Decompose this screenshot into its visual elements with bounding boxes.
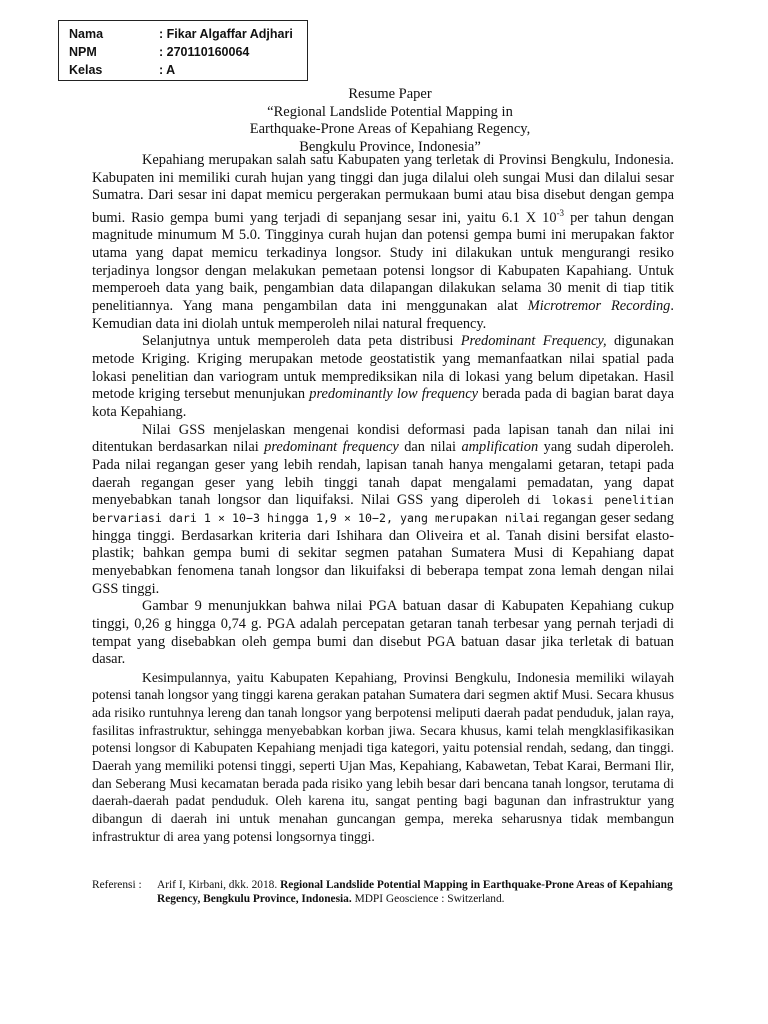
p2-em-1: Predominant Frequency, <box>460 333 607 350</box>
p1-text-c: . Kemudian data ini diolah untuk memperoleh nilai natural frequency. <box>92 298 674 332</box>
reference-label: Referensi : <box>92 879 142 891</box>
npm-label: NPM <box>69 45 97 59</box>
paragraph-1 <box>92 152 674 333</box>
title-line-1: Resume Paper <box>348 86 432 102</box>
name-row <box>69 25 307 43</box>
title-line-3: Earthquake-Prone Areas of Kepahiang Regency, <box>249 121 531 138</box>
p2-em-2: predominantly low frequency <box>309 386 479 403</box>
npm-row <box>69 43 307 61</box>
reference-publisher: MDPI Geoscience : Switzerland. <box>351 893 505 906</box>
p3-text-b: dan nilai <box>398 439 462 456</box>
p3-text-a: Nilai GSS menjelaskan mengenai kondisi deformasi pada lapisan tanah dan nilai ini ditentukan berdasarkan nilai <box>92 421 674 456</box>
p2-text-a: Selanjutnya untuk memperoleh data peta distribusi <box>142 333 461 350</box>
paragraph-3 <box>92 422 674 599</box>
p2-text-c: berada pada di bagian barat daya kota Kepahiang. <box>92 386 674 420</box>
class-row <box>69 61 307 79</box>
title-line-2: “Regional Landslide Potential Mapping in <box>267 103 513 120</box>
p1-exponent: -3 <box>556 207 565 218</box>
reference-authors: Arif I, Kirbani, dkk. 2018. <box>157 879 281 891</box>
p3-gss-range: di lokasi penelitian bervariasi dari 1 × 10−3 hingga 1,9 × 10−2, yang merupakan nilai <box>92 493 674 525</box>
paragraph-2 <box>92 333 674 421</box>
student-info-box <box>58 20 308 81</box>
reference-text <box>156 878 692 907</box>
p3-em-1: predominant frequency <box>264 439 399 456</box>
name-label: Nama <box>69 27 104 41</box>
p1-text-a: Kepahiang merupakan salah satu Kabupaten yang terletak di Provinsi Bengkulu, Indonesia. Kabupaten ini memiliki curah hujan yang tinggi dan juga dilalui oleh sungai Musi dan dilalui sesar Sumatra. Dari sesar ini dapat memicu pergerakan permukaan bumi atau bisa disebut dengan gempa bumi. Rasio gempa bumi yang terjadi di sepanjang sesar ini, yaitu 6.1 X 10 <box>92 152 674 226</box>
name-value: : Fikar Algaffar Adjhari <box>159 27 293 41</box>
class-value: : A <box>159 63 176 77</box>
p1-text-b: per tahun dengan magnitude minumum M 5.0. Tingginya curah hujan dan potensi gempa bumi ini merupakan faktor utama yang dapat memicu terkadinya longsor. Study ini dilakukan untuk mengurangi resiko terjadinya longsor dengan melakukan pemetaan potensi longsor di Kabupaten Kapahiang. Untuk memperoeh data yang baik, pengambian data dilapangan dilakukan selama 30 menit di tiap titik penelitiannya. Yang mana pengambilan data ini menggunakan alat <box>92 209 674 315</box>
document-title <box>90 86 690 156</box>
npm-value: : 270110160064 <box>159 45 250 59</box>
p1-instrument: Microtremor Recording <box>527 298 671 315</box>
reference <box>92 878 692 907</box>
p3-text-d: regangan geser sedang hingga tinggi. Berdasarkan kriteria dari Ishihara dan Oliveira et al. Tanah disini bersifat elasto-plastik; bahkan gempa bumi di sekitar segmen patahan Sumatera Musi di Kepahiang dapat menyebabkan fenomena tanah longsor dan likuifaksi di beberapa tempat zona lemah dengan nilai GSS tinggi. <box>92 509 674 597</box>
reference-title: Regional Landslide Potential Mapping in Earthquake-Prone Areas of Kepahiang Regency, Bengkulu Province, Indonesia. <box>157 879 673 906</box>
paragraph-4: Gambar 9 menunjukkan bahwa nilai PGA batuan dasar di Kabupaten Kepahiang cukup tinggi, 0,26 g hingga 0,74 g. PGA adalah percepatan getaran tanah terbesar yang pernah terjadi di tempat yang disebabkan oleh gempa bumi dan disebut PGA batuan dasar jika terletak di batuan dasar. <box>92 598 674 668</box>
class-label: Kelas <box>69 63 103 77</box>
p3-text-c: yang sudah diperoleh. Pada nilai regangan geser yang lebih rendah, lapisan tanah hanya mengalami getaran, tetapi pada daerah regangan geser yang lebih tinggi tanah dapat mengalami pemadatan, yang dapat menyebabkan tanah longsor dan liquifaksi. Nilai GSS yang diperoleh <box>92 439 674 509</box>
document-body <box>92 152 674 845</box>
p3-em-2: amplification <box>461 439 539 456</box>
paragraph-5: Kesimpulannya, yaitu Kabupaten Kepahiang, Provinsi Bengkulu, Indonesia memiliki wilayah potensi tanah longsor yang tinggi karena gerakan patahan Sumatera dari segmen aktif Musi. Secara khusus ada risiko runtuhnya lereng dan tanah longsor yang berpotensi meliputi daerah padat penduduk, jalan raya, fasilitas infrastruktur, sehingga menyebabkan korban jiwa. Secara khusus, kami telah mengklasifikasikan potensi longsor di Kabupaten Kepahiang menjadi tiga kategori, yaitu potensial rendah, sedang, dan tinggi. Daerah yang memiliki potensi tinggi, seperti Ujan Mas, Kepahiang, Kabawetan, Tebat Karai, Bermani Ilir, dan Seberang Musi kecamatan berada pada risiko yang lebih besar dari bencana tanah longsor, terutama di daerah-daerah padat penduduk. Oleh karena itu, sangat penting bagi bagunan dan infrastruktur yang dibangun di daerah ini untuk menahan guncangan gempa, mereka seharusnya tidak membangun infrastruktur di area yang potensi longsornya tinggi. <box>92 669 674 844</box>
title-line-4: Bengkulu Province, Indonesia” <box>299 138 481 155</box>
p2-text-b: digunakan metode Kriging. Kriging merupakan metode geostatistik yang memanfaatkan nilai spatial pada lokasi penelitian dan variogram untuk memprediksikan nila di lokasi yang belum dipetakan. Hasil metode kriging tersebut menunjukan <box>92 333 674 403</box>
